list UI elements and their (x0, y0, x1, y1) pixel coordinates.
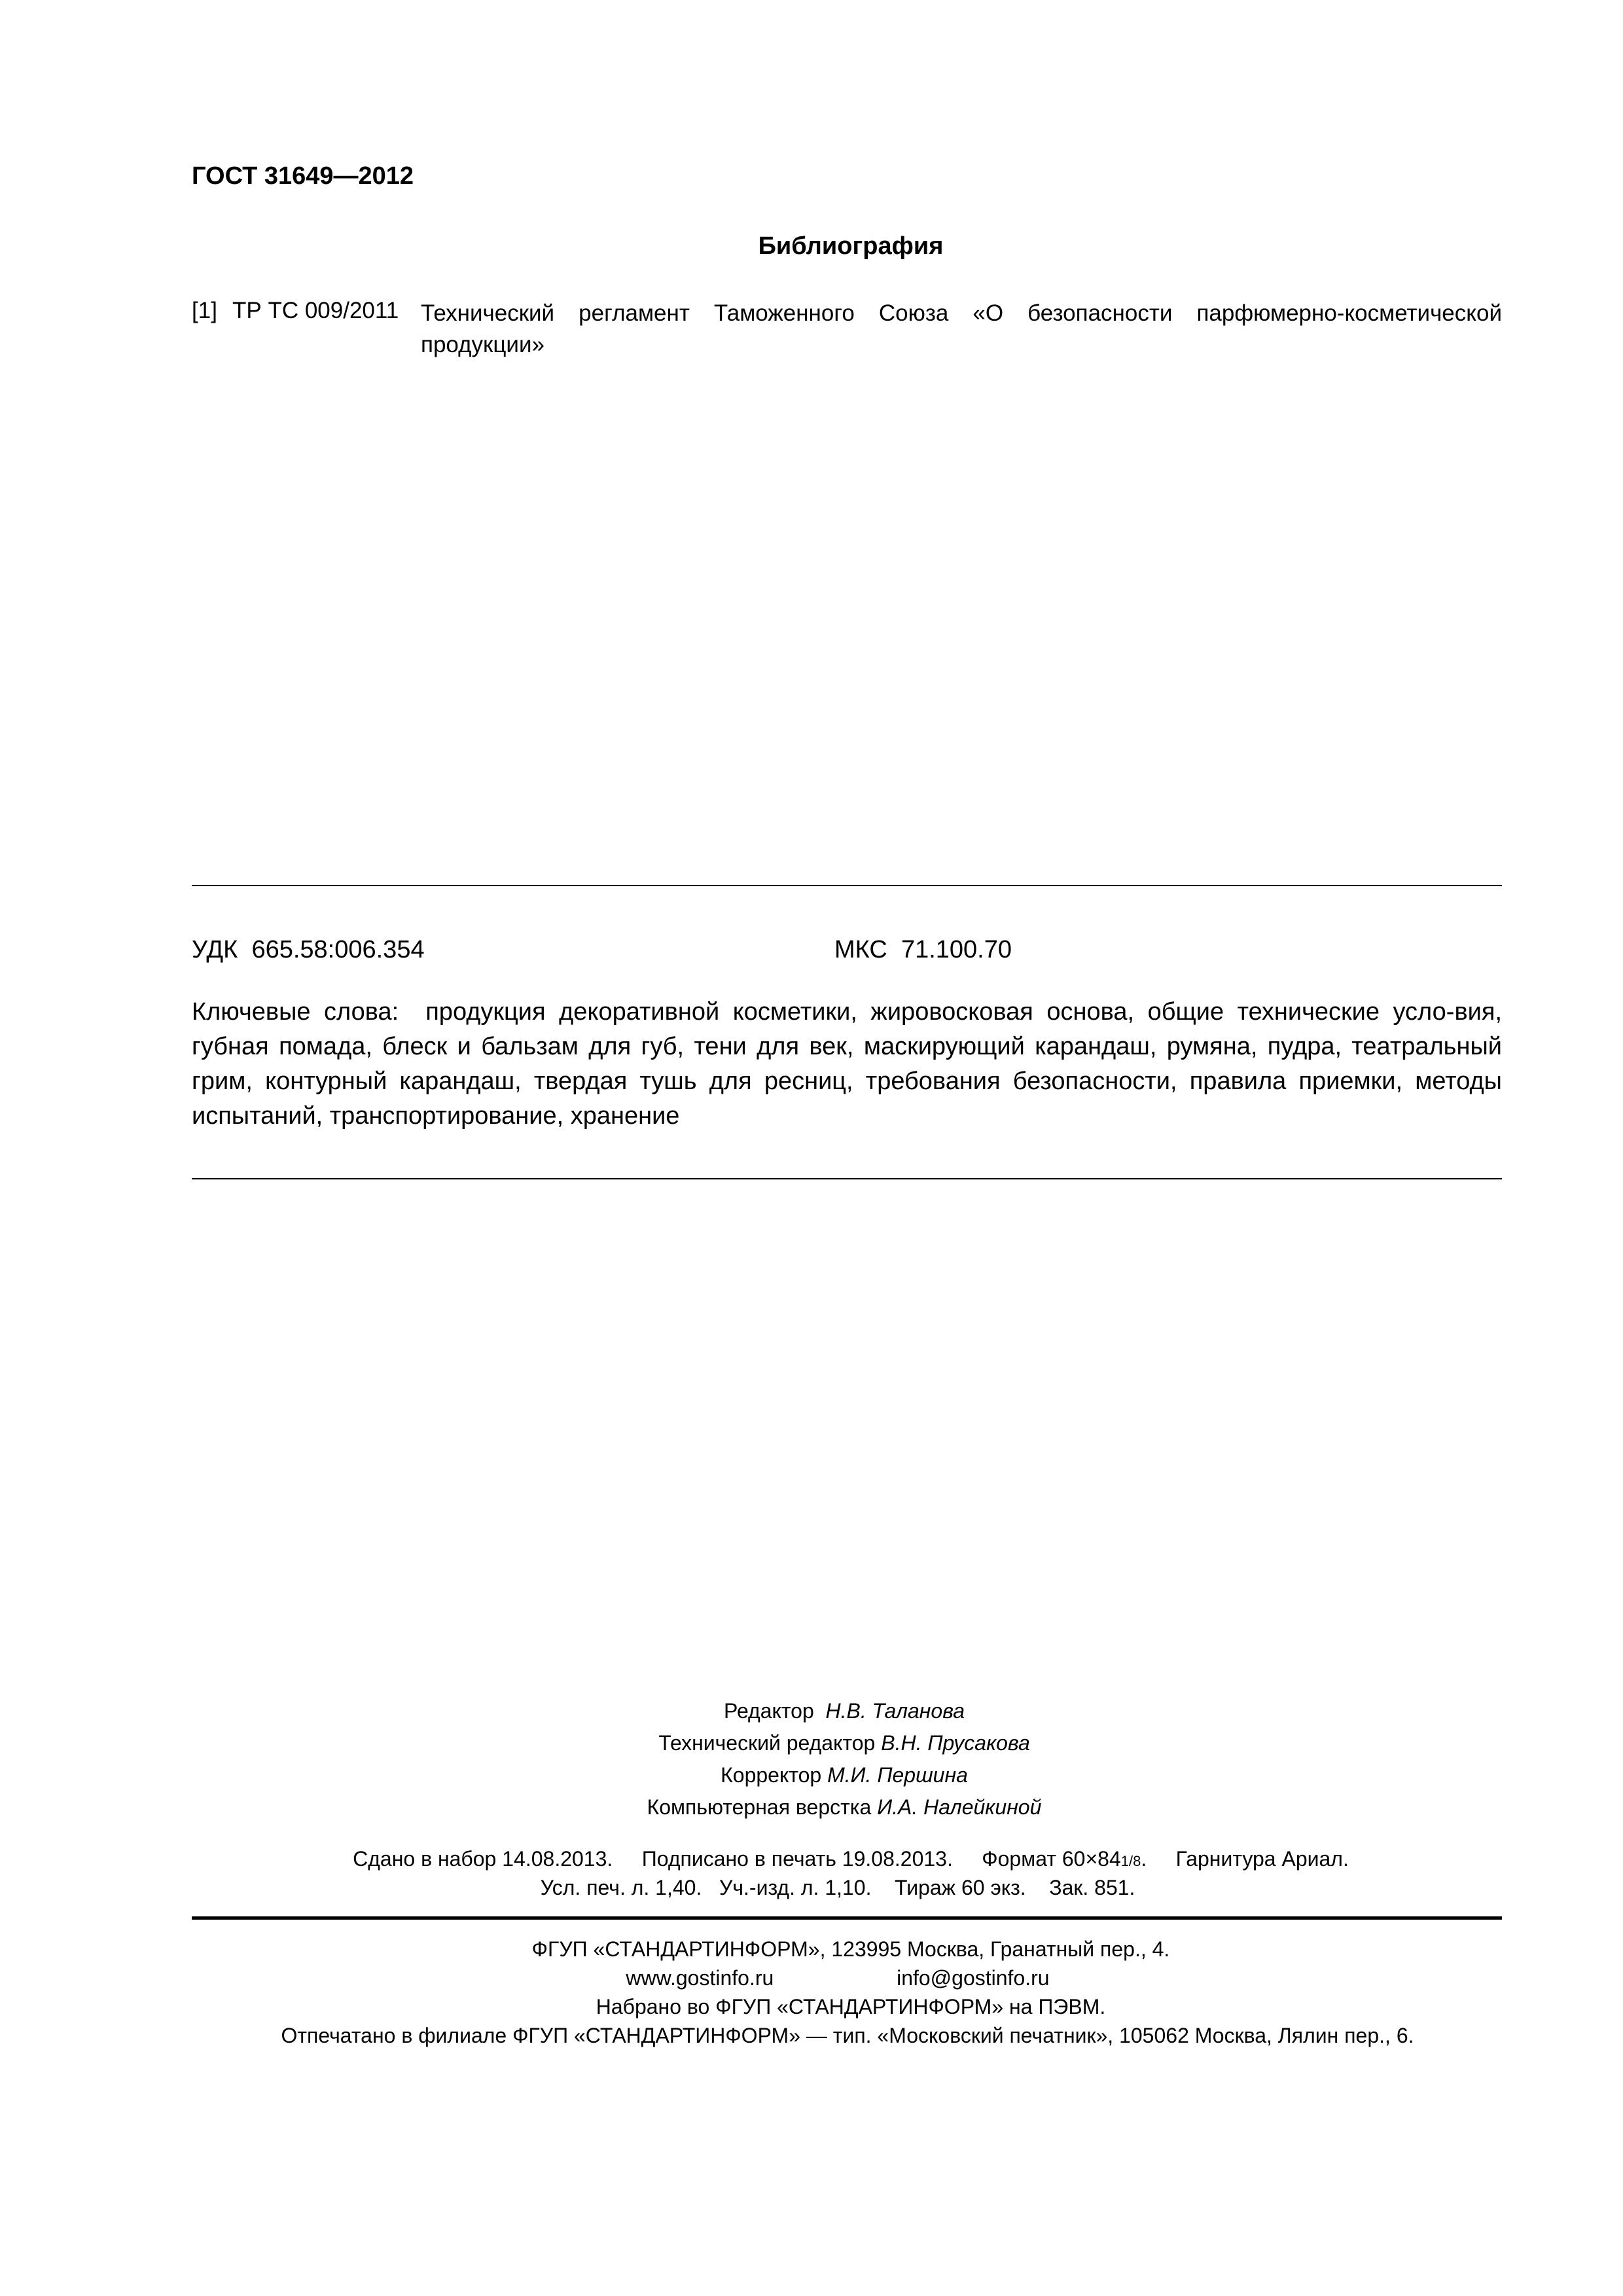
publisher-typeset: Набрано во ФГУП «СТАНДАРТИНФОРМ» на ПЭВМ. (596, 1995, 1106, 2018)
udk-label: УДК (192, 936, 238, 963)
imprint-format-fraction: 1/8 (1120, 1853, 1141, 1869)
credit-name: М.И. Першина (827, 1763, 968, 1787)
separator-rule (192, 1178, 1502, 1179)
publisher-printed: Отпечатано в филиале ФГУП «СТАНДАРТИНФОРМ» — тип. «Московский печатник», 105062 Москва, Лялин пер., 6. (281, 2024, 1414, 2047)
publisher-contacts (0, 1964, 1623, 1992)
credit-label: Технический редактор (658, 1731, 876, 1755)
credit-label: Редактор (724, 1699, 814, 1723)
imprint-line-1: Сдано в набор 14.08.2013. Подписано в печать 19.08.2013. Формат 60×841/8. Гарнитура Ариал. (353, 1847, 1349, 1871)
bibliography-entry-text: Технический регламент Таможенного Союза «О безопасности парфюмерно-косметической продукции» (421, 300, 1502, 357)
udk-value: 665.58:006.354 (251, 936, 425, 963)
bibliography-entry-number: [1] (192, 298, 217, 323)
document-header: ГОСТ 31649—2012 (192, 162, 414, 190)
credit-layout (419, 1791, 1270, 1823)
keywords-label: Ключевые слова: (192, 998, 399, 1026)
imprint-submitted: Сдано в набор 14.08.2013. (353, 1847, 613, 1871)
bibliography-title: Библиография (758, 232, 944, 260)
imprint-circulation: Тираж 60 экз. (895, 1876, 1026, 1899)
publisher-website[interactable]: www.gostinfo.ru (626, 1966, 774, 1990)
bibliography-entry-code: ТР ТС 009/2011 (232, 298, 399, 323)
mks-code (834, 936, 1012, 964)
credit-label: Корректор (721, 1763, 822, 1787)
imprint-format: Формат 60×84 (982, 1847, 1121, 1871)
credit-editor (419, 1695, 1270, 1727)
imprint-publ-sheets: Уч.-изд. л. 1,10. (719, 1876, 872, 1899)
imprint-signed: Подписано в печать 19.08.2013. (641, 1847, 953, 1871)
mks-label: МКС (834, 936, 887, 963)
imprint-typeface: Гарнитура Ариал. (1175, 1847, 1349, 1871)
udk-code (192, 936, 425, 964)
credit-name: Н.В. Таланова (825, 1699, 965, 1723)
credit-tech-editor (419, 1727, 1270, 1759)
mks-value: 71.100.70 (901, 936, 1012, 963)
credit-corrector (419, 1759, 1270, 1791)
imprint-print-sheets: Усл. печ. л. 1,40. (540, 1876, 702, 1899)
keywords-paragraph (192, 995, 1502, 1134)
keywords-text: продукция декоративной косметики, жировосковая основа, общие технические усло-вия, губная помада, блеск и бальзам для губ, тени для век, маскирующий карандаш, румяна, пудра, театральный грим, контурный карандаш, твердая тушь для ресниц, требования безопасности, правила приемки, методы испытаний, транспортирование, хранение (192, 998, 1502, 1130)
separator-rule-thick (192, 1916, 1502, 1920)
credits-block (419, 1695, 1270, 1823)
imprint-line-2 (0, 1873, 1623, 1902)
publisher-address: ФГУП «СТАНДАРТИНФОРМ», 123995 Москва, Гранатный пер., 4. (531, 1937, 1170, 1961)
imprint-order: Зак. 851. (1049, 1876, 1135, 1899)
publisher-email[interactable]: info@gostinfo.ru (897, 1966, 1050, 1990)
credit-name: В.Н. Прусакова (881, 1731, 1030, 1755)
separator-rule (192, 885, 1502, 886)
credit-name: И.А. Налейкиной (877, 1795, 1042, 1819)
credit-label: Компьютерная верстка (647, 1795, 872, 1819)
